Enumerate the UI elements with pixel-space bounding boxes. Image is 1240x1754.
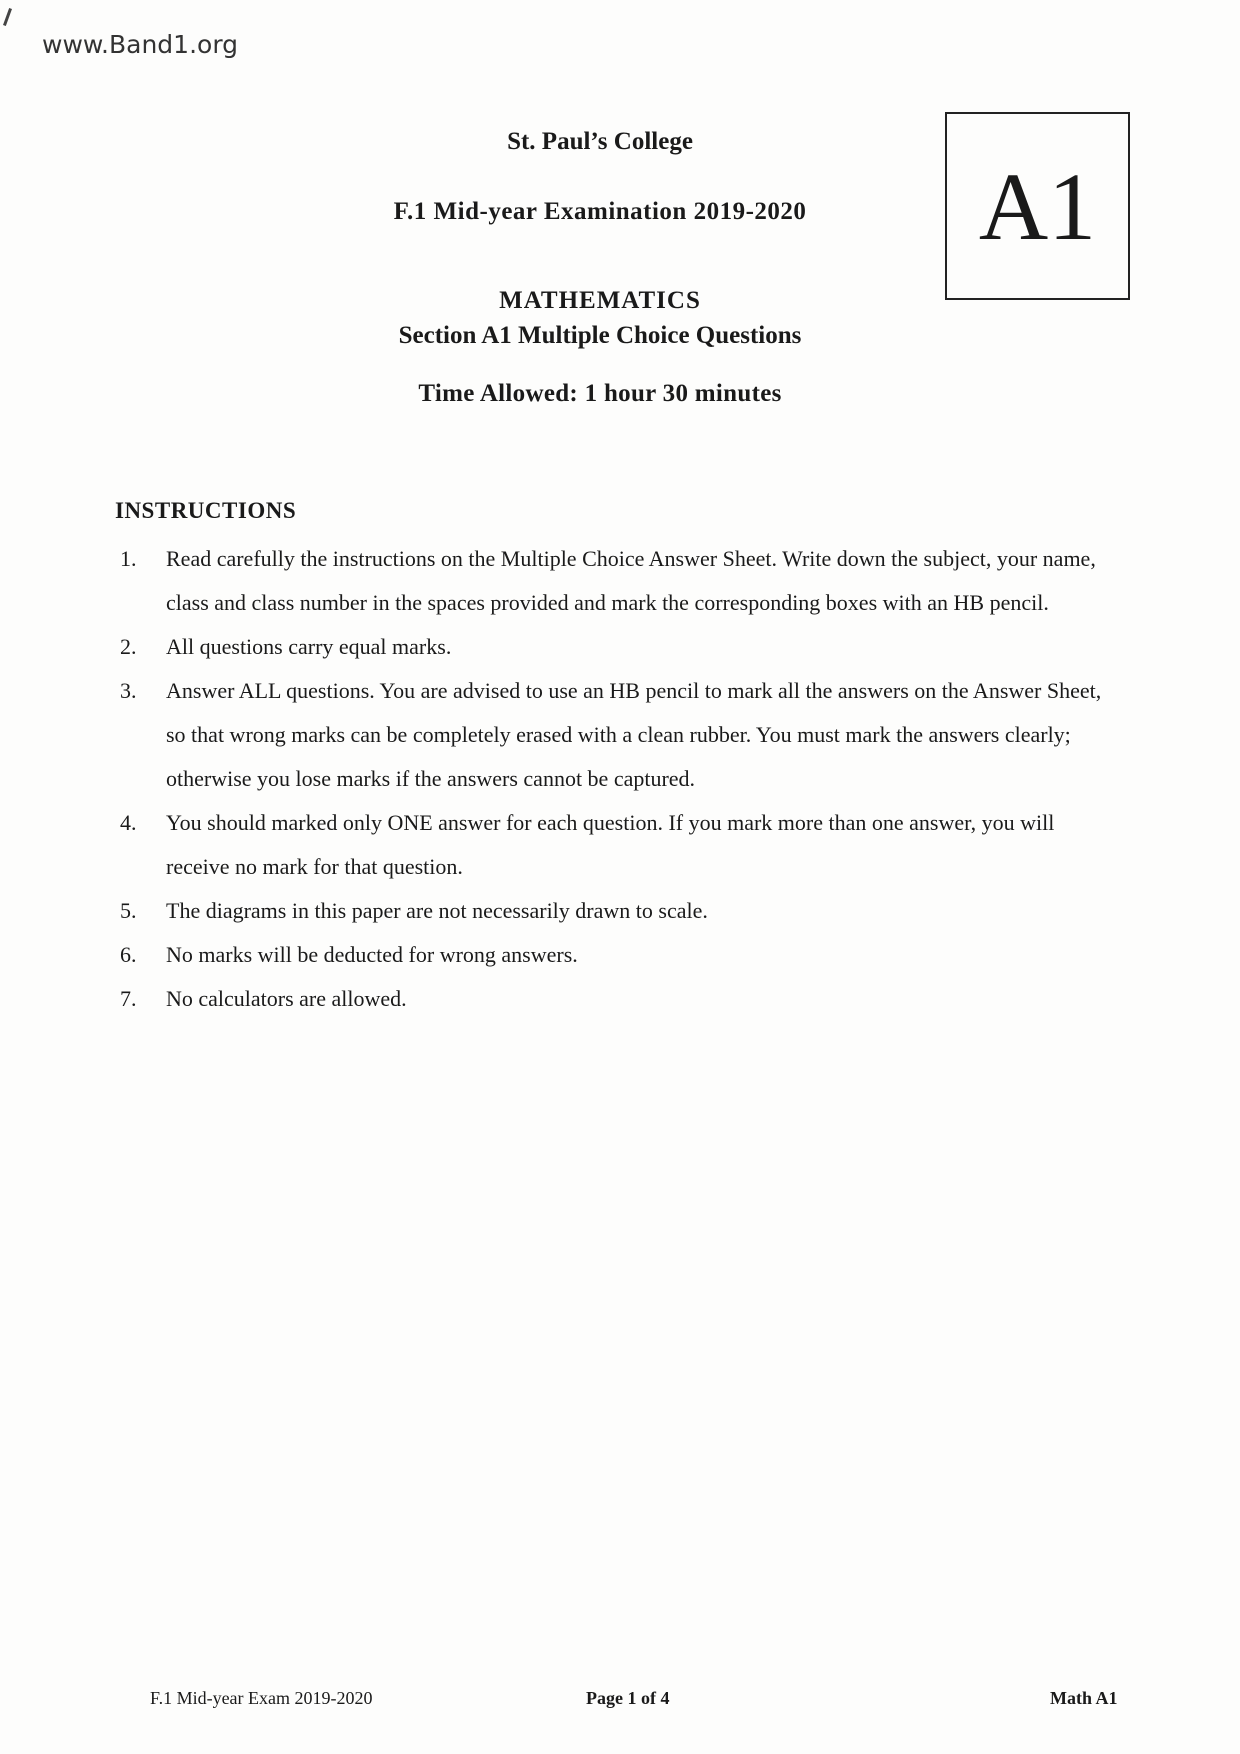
school-name: St. Paul’s College xyxy=(507,128,693,155)
instruction-text: All questions carry equal marks. xyxy=(166,634,452,659)
section-title: Section A1 Multiple Choice Questions xyxy=(398,322,802,349)
instruction-text: No calculators are allowed. xyxy=(166,986,407,1011)
instruction-item xyxy=(120,889,1120,933)
exam-title: F.1 Mid-year Examination 2019-2020 xyxy=(393,198,807,225)
instruction-text: Read carefully the instructions on the Multiple Choice Answer Sheet. Write down the subject, your name, class and class number in the spaces provided and mark the corresponding boxes with an HB pencil. xyxy=(166,546,1096,615)
instruction-item xyxy=(120,977,1120,1021)
instruction-number: 6. xyxy=(120,942,137,967)
footer-page-number: Page 1 of 4 xyxy=(586,1688,670,1708)
instruction-number: 2. xyxy=(120,634,137,659)
instruction-item xyxy=(120,933,1120,977)
instruction-text: The diagrams in this paper are not necessarily drawn to scale. xyxy=(166,898,708,923)
instruction-number: 3. xyxy=(120,678,137,703)
footer-paper: Math A1 xyxy=(1050,1688,1118,1708)
pencil-mark xyxy=(3,8,12,26)
instruction-item xyxy=(120,669,1120,801)
instruction-number: 7. xyxy=(120,986,137,1011)
instruction-number: 1. xyxy=(120,546,137,571)
instruction-number: 4. xyxy=(120,810,137,835)
instruction-item xyxy=(120,801,1120,889)
time-allowed: Time Allowed: 1 hour 30 minutes xyxy=(418,380,782,407)
instruction-number: 5. xyxy=(120,898,137,923)
subject-title: MATHEMATICS xyxy=(499,287,701,314)
instruction-item xyxy=(120,625,1120,669)
instructions-heading: INSTRUCTIONS xyxy=(115,498,297,523)
paper-code-box: A1 xyxy=(945,112,1130,300)
instruction-item xyxy=(120,537,1120,625)
instruction-text: You should marked only ONE answer for each question. If you mark more than one answer, you will receive no mark for that question. xyxy=(166,810,1055,879)
instruction-text: Answer ALL questions. You are advised to use an HB pencil to mark all the answers on the Answer Sheet, so that wrong marks can be completely erased with a clean rubber. You must mark the answers clearly; otherwise you lose marks if the answers cannot be captured. xyxy=(166,678,1102,791)
footer-exam: F.1 Mid-year Exam 2019-2020 xyxy=(150,1688,373,1708)
instructions-list xyxy=(120,537,1120,1021)
instruction-text: No marks will be deducted for wrong answers. xyxy=(166,942,578,967)
watermark: www.Band1.org xyxy=(42,30,239,59)
